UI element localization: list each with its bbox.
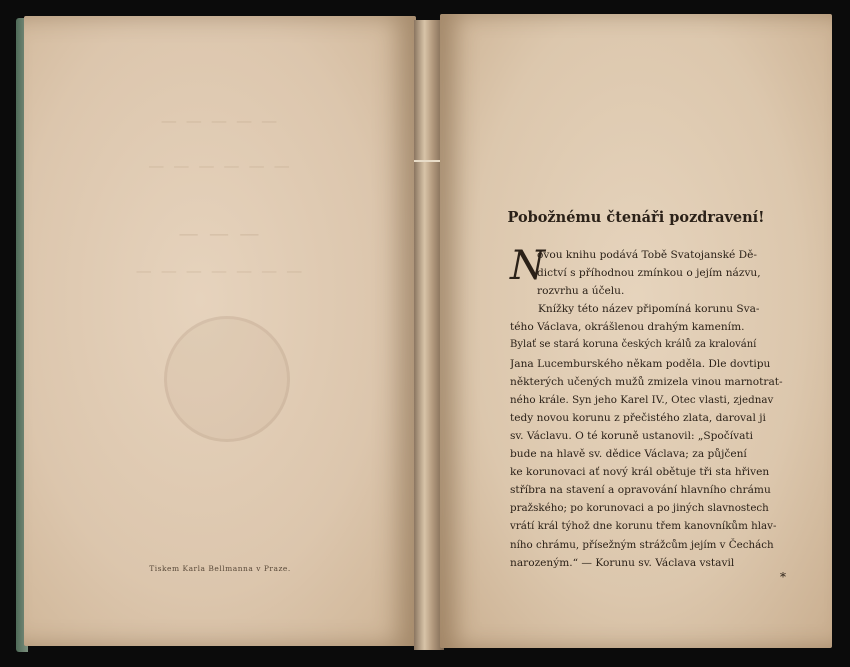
body-text bbox=[510, 243, 820, 572]
text-line: Jana Lucemburského někam poděla. Dle dovtipu bbox=[510, 357, 771, 370]
text-line: ke korunovaci ať nový král obětuje tři sta hřiven bbox=[510, 466, 770, 479]
bleed-through-text: — — — bbox=[178, 221, 262, 245]
text-line: Knížky této název připomíná korunu Sva- bbox=[538, 303, 760, 316]
text-line: rozvrhu a účelu. bbox=[537, 285, 625, 298]
text-line: narozeným.“ — Korunu sv. Václava vstavil bbox=[510, 556, 735, 569]
text-line: některých učených mužů zmizela vinou marnotrat- bbox=[510, 375, 783, 388]
right-page bbox=[440, 14, 832, 648]
bleed-through-emblem bbox=[164, 316, 290, 442]
text-line: ovou knihu podává Tobě Svatojanské Dě- bbox=[537, 249, 757, 261]
page-heading: Pobožnému čtenáři pozdravení! bbox=[507, 209, 765, 226]
signature-mark: * bbox=[780, 570, 786, 584]
text-line: stříbra na stavení a opravování hlavního chrámu bbox=[510, 484, 771, 497]
text-line: sv. Václavu. O té koruně ustanovil: „Spočívati bbox=[510, 429, 754, 442]
paragraph-1 bbox=[510, 243, 820, 300]
text-line: dictví s příhodnou zmínkou o jejím názvu, bbox=[537, 267, 761, 280]
paragraph-2 bbox=[510, 300, 820, 571]
printer-imprint: Tiskem Karla Bellmanna v Praze. bbox=[149, 564, 291, 573]
open-book bbox=[10, 10, 840, 658]
text-line: ního chrámu, přísežným strážcům jejím v Čechách bbox=[510, 538, 774, 551]
text-line: pražského; po korunovaci a po jiných slavnostech bbox=[510, 502, 769, 515]
text-line: tého Václava, okrášlenou drahým kamením. bbox=[510, 321, 745, 334]
text-line: vrátí král týhož dne korunu třem kanovníkům hlav- bbox=[510, 520, 777, 533]
bleed-through-text: — — — — — bbox=[160, 111, 280, 130]
bleed-through-text: — — — — — — bbox=[148, 156, 292, 175]
text-line: Bylať se stará koruna českých králů za kralování bbox=[510, 339, 757, 351]
text-line: tedy novou korunu z přečistého zlata, daroval ji bbox=[510, 411, 766, 424]
text-line: bude na hlavě sv. dědice Václava; za půjčení bbox=[510, 448, 747, 461]
bleed-through-text: — — — — — — — bbox=[135, 261, 305, 280]
left-page bbox=[24, 16, 416, 646]
drop-cap: N bbox=[510, 243, 545, 289]
text-line: ného krále. Syn jeho Karel IV., Otec vlasti, zjednav bbox=[510, 393, 774, 406]
